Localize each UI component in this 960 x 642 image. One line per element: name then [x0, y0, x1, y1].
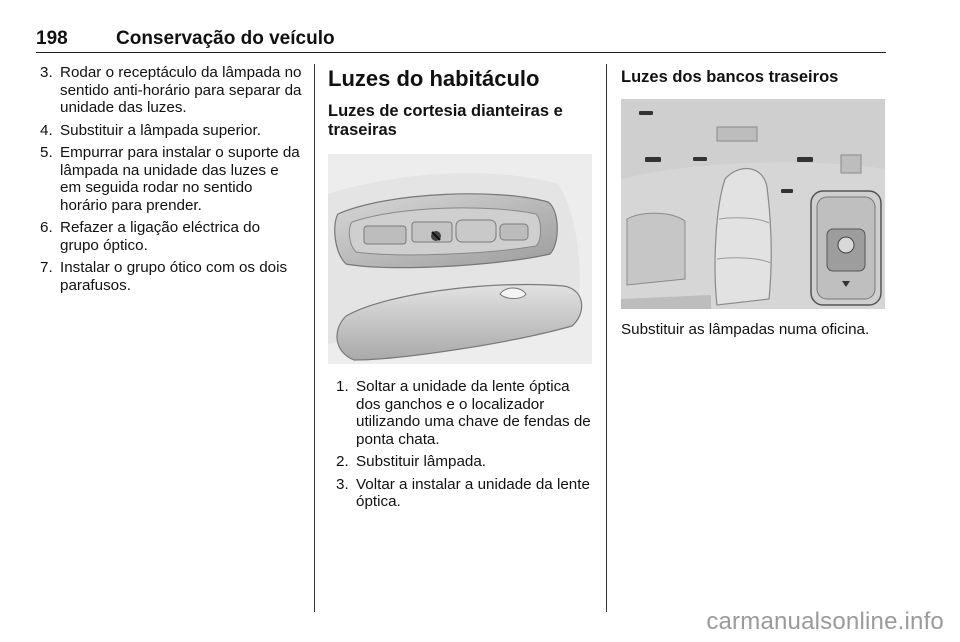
- column-divider: [606, 64, 607, 612]
- column-divider: [314, 64, 315, 612]
- step-text: Substituir lâmpada.: [356, 453, 487, 470]
- list-item: [40, 64, 302, 117]
- step-number: 3.: [40, 64, 53, 81]
- step-number: 7.: [40, 259, 53, 276]
- middle-column: [328, 64, 596, 516]
- step-text: Voltar a instalar a unidade da lente óptica.: [356, 475, 590, 510]
- step-text: Substituir a lâmpada superior.: [60, 121, 261, 139]
- body-paragraph: Substituir as lâmpadas numa oficina.: [621, 321, 870, 338]
- section-heading: Luzes do habitáculo: [328, 66, 540, 91]
- watermark: carmanualsonline.info: [706, 608, 944, 635]
- section-heading: Luzes dos bancos traseiros: [621, 68, 839, 86]
- page-number: 198: [36, 28, 68, 49]
- step-text: Empurrar para instalar o suporte da lâmpada na unidade das luzes e em seguida rodar no sentido horário para prender.: [60, 144, 300, 214]
- step-text: Refazer a ligação eléctrica do grupo óptico.: [60, 219, 261, 254]
- step-number: 3.: [336, 475, 349, 493]
- step-text: Soltar a unidade da lente óptica dos ganchos e o localizador utilizando uma chave de fendas de ponta chata.: [356, 378, 591, 448]
- step-number: 6.: [40, 219, 53, 236]
- step-list: [40, 64, 302, 294]
- step-text: Instalar o grupo ótico com os dois parafusos.: [60, 259, 288, 294]
- list-item: [336, 378, 596, 448]
- left-column: [40, 64, 302, 299]
- list-item: [40, 122, 302, 140]
- step-number: 1.: [336, 378, 349, 395]
- right-column: [621, 64, 891, 339]
- list-item: [336, 476, 596, 511]
- list-item: [336, 453, 596, 471]
- step-number: 4.: [40, 121, 53, 139]
- step-number: 2.: [336, 453, 349, 470]
- step-list: [328, 378, 596, 511]
- page-header: [36, 26, 886, 53]
- subsection-heading: Luzes de cortesia dianteiras e traseiras: [328, 102, 563, 139]
- step-text: Rodar o receptáculo da lâmpada no sentido anti-horário para separar da unidade das luzes.: [60, 64, 302, 116]
- list-item: [40, 259, 302, 294]
- list-item: [40, 219, 302, 254]
- courtesy-light-illustration: [328, 154, 592, 364]
- list-item: [40, 144, 302, 214]
- page-title: Conservação do veículo: [116, 28, 335, 49]
- step-number: 5.: [40, 144, 53, 161]
- rear-seat-light-illustration: [621, 99, 885, 309]
